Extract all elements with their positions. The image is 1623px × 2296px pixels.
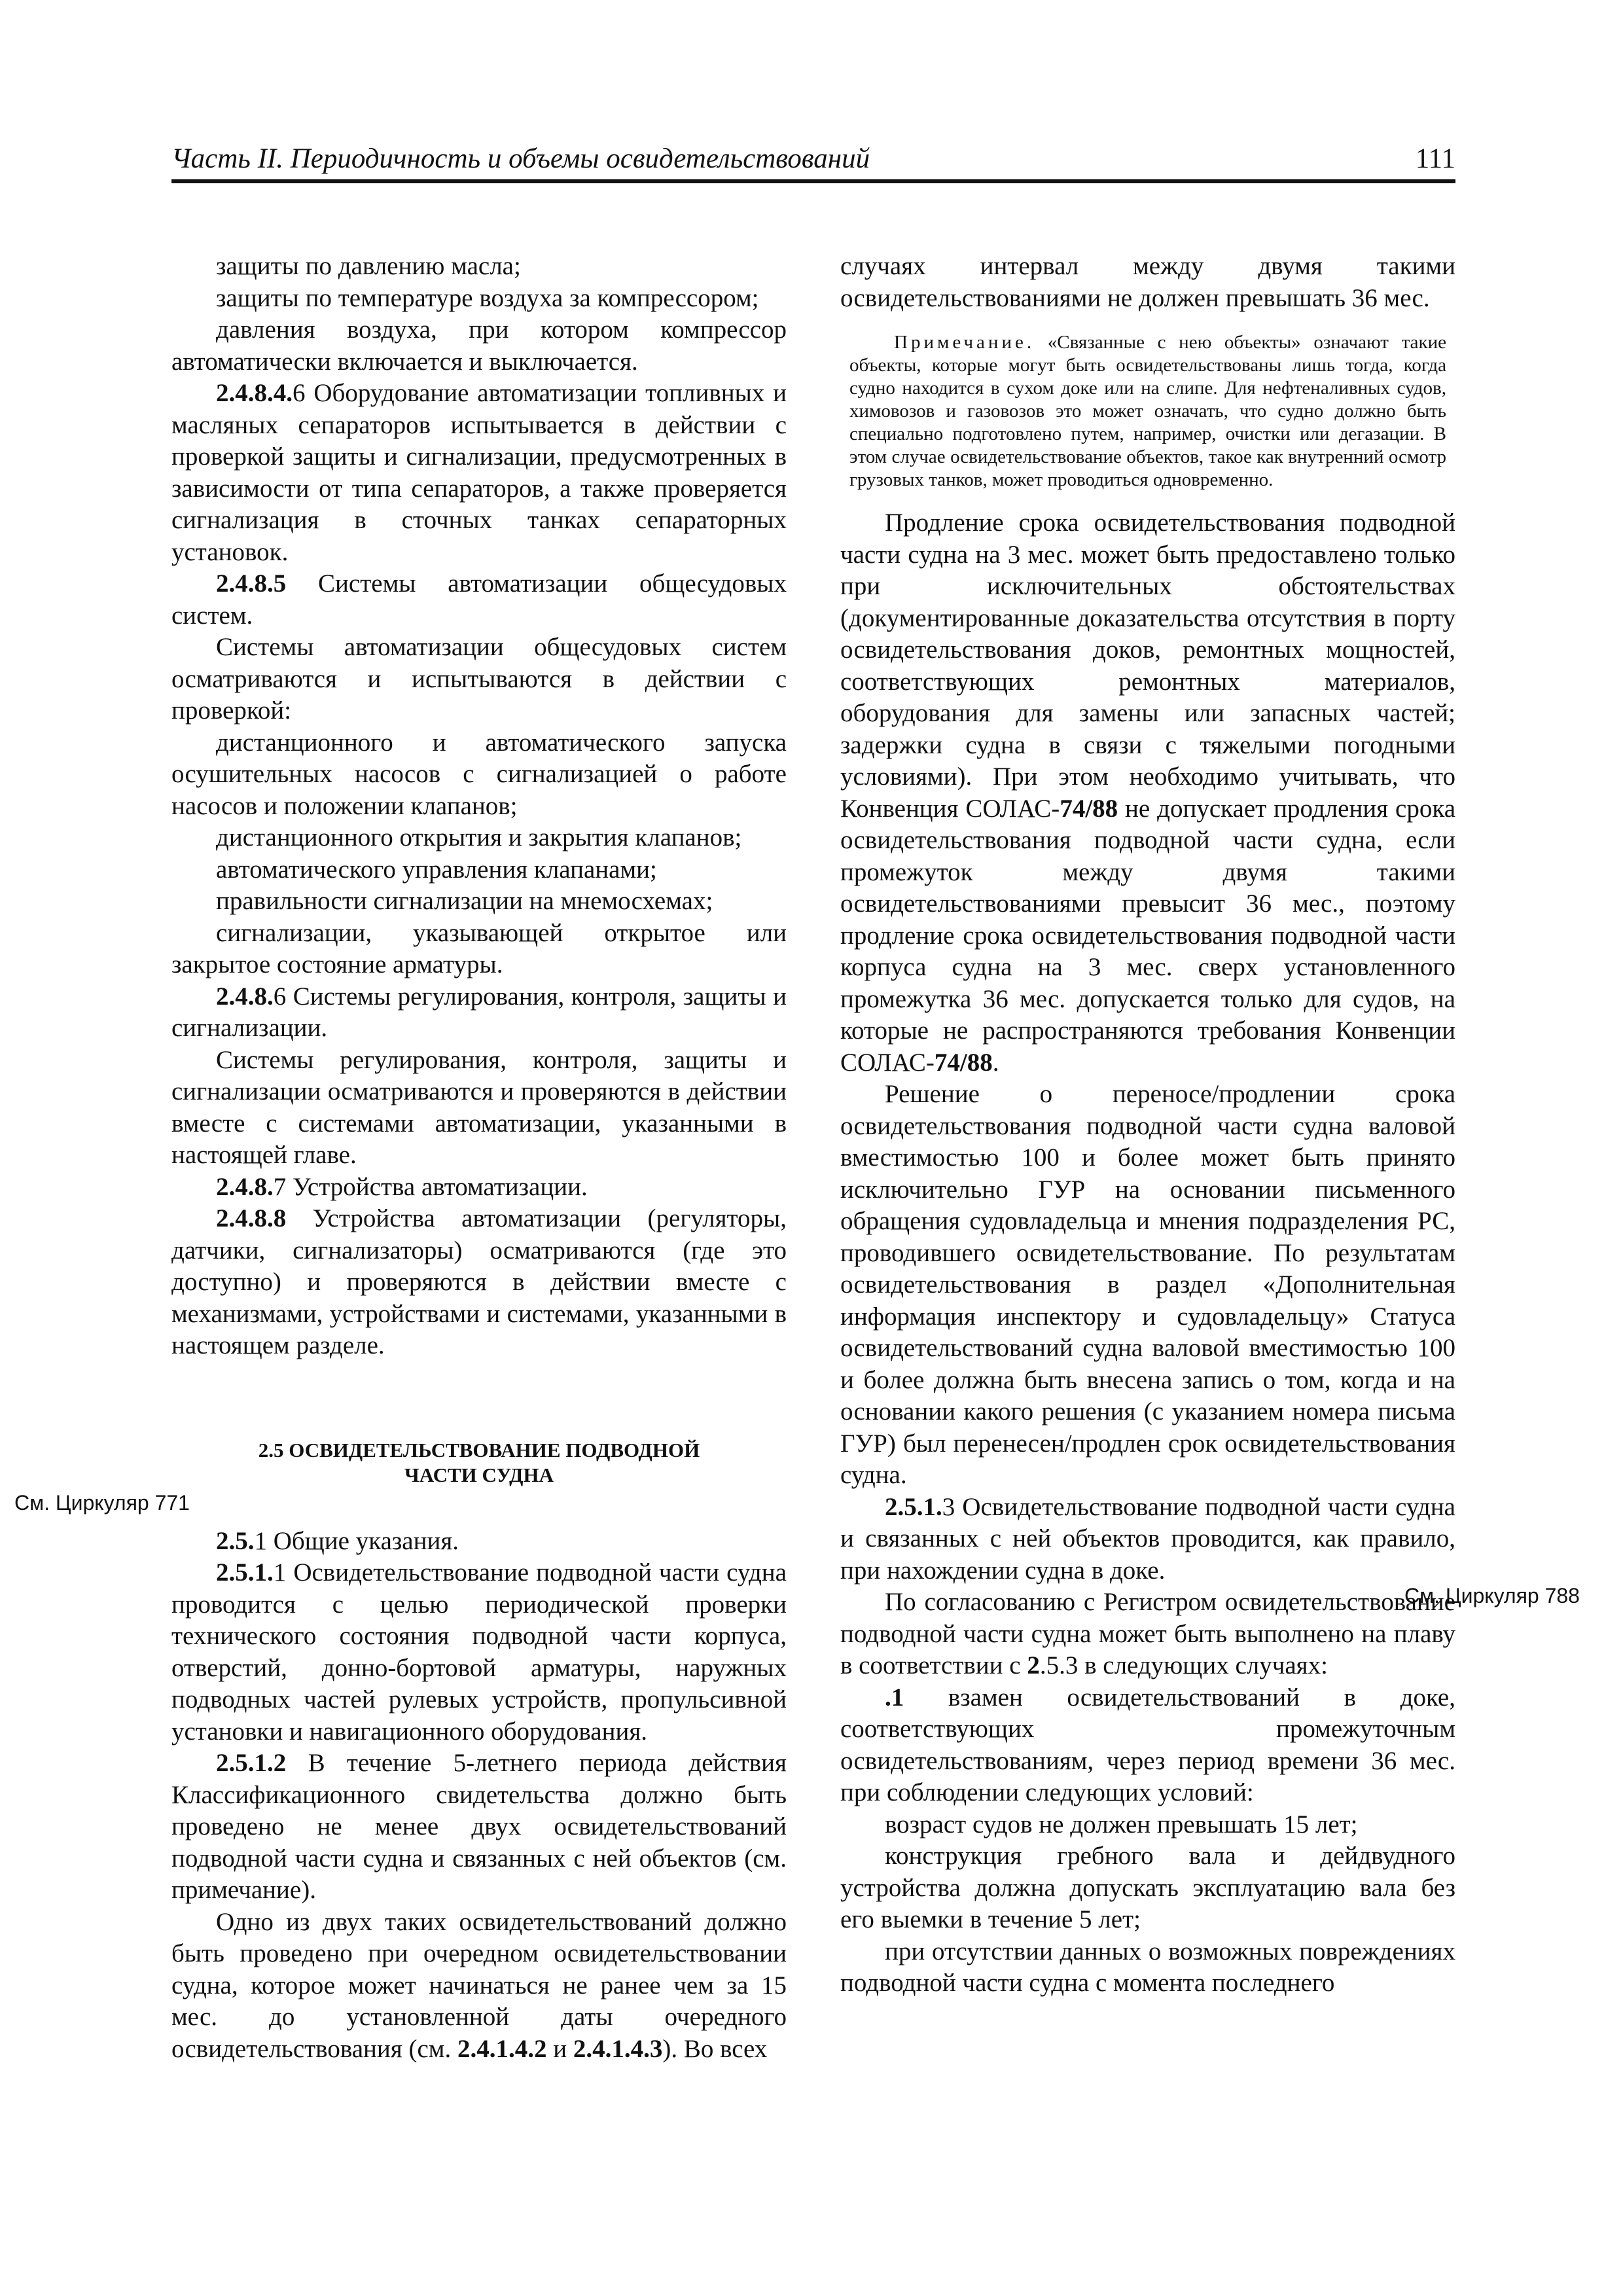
- paragraph: автоматического управления клапанами;: [216, 855, 657, 884]
- paragraph: конструкция гребного вала и дейдвудного устройства должна допускать эксплуатацию вала без его выемки в течение 5 лет;: [840, 1842, 1455, 1933]
- paragraph: [171, 981, 787, 1045]
- clause-number: 2.4.8.: [216, 982, 274, 1011]
- left-column: [171, 251, 787, 2065]
- paragraph: [171, 378, 787, 568]
- paragraph: [840, 1587, 1455, 1682]
- paragraph-text: не допускает продления срока освидетельствования подводной части судна, если промежуток между двумя такими освидетельствованиями превысит 36 мес., поэтому продление срока освидетельствования подводной части корпуса судна на 3 мес. сверх установленного промежутка 36 мес. допускается только для судов, на которые не распространяются требования Конвенции СОЛАС-: [840, 794, 1456, 1077]
- paragraph: дистанционного открытия и закрытия клапанов;: [216, 823, 742, 852]
- paragraph: [171, 1907, 787, 2066]
- paragraph: [171, 568, 787, 632]
- paragraph-text: В течение 5-летнего периода действия Классификационного свидетельства должно быть проведено не менее двух освидетельствований подводной части судна и связанных с ней объектов (см. примечание).: [171, 1749, 787, 1904]
- paragraph: возраст судов не должен превышать 15 лет;: [885, 1810, 1358, 1839]
- note-label: Примечание.: [894, 332, 1035, 353]
- paragraph: [840, 1682, 1455, 1809]
- clause-number-suffix: 7: [273, 1172, 287, 1201]
- right-column: [840, 251, 1455, 2000]
- section-title-line: ЧАСТИ СУДНА: [404, 1463, 554, 1486]
- paragraph-text: взамен освидетельствований в доке, соответствующих промежуточным освидетельствованиям, через период времени 36 мес. при соблюдении следующих условий:: [840, 1683, 1455, 1806]
- paragraph: давления воздуха, при котором компрессор автоматически включается и выключается.: [171, 315, 787, 376]
- paragraph-text: Общие указания.: [267, 1526, 459, 1555]
- paragraph-text: Системы регулирования, контроля, защиты и сигнализации.: [171, 982, 787, 1042]
- paragraph: [171, 1557, 787, 1748]
- paragraph: дистанционного и автоматического запуска осушительных насосов с сигнализацией о работе насосов и положении клапанов;: [171, 728, 787, 820]
- page-number: 111: [1415, 143, 1455, 174]
- paragraph-text: Одно из двух таких освидетельствований должно быть проведено при очередном освидетельствовании судна, которое может начинаться не ранее чем за 15 мес. до установленной даты очередного освидетельствования (см.: [171, 1907, 787, 2063]
- paragraph-text: ). Во всех: [662, 2034, 768, 2063]
- clause-number: 2.5.1.2: [216, 1749, 287, 1777]
- note-text: «Связанные с нею объекты» означают такие объекты, которые могут быть освидетельствованы лишь тогда, когда судно находится в сухом доке или на слипе. Для нефтеналивных судов, химовозов и газовозов это может означать, что судно должно быть специально подготовлено путем, например, очистки или дегазации. В этом случае освидетельствование объектов, такое как внутренний осмотр грузовых танков, может проводиться одновременно.: [849, 332, 1446, 490]
- paragraph: [171, 1748, 787, 1907]
- paragraph: правильности сигнализации на мнемосхемах;: [216, 887, 713, 915]
- paragraph-text: Устройства автоматизации (регуляторы, датчики, сигнализаторы) осматриваются (где это доступно) и проверяются в действии вместе с механизмами, устройствами и системами, указанными в настоящем разделе.: [171, 1204, 787, 1359]
- paragraph-text: Продление срока освидетельствования подводной части судна на 3 мес. может быть предоставлено только при исключительных обстоятельствах (документированные доказательства отсутствия в порту освидетельствования доков, ремонтных мощностей, соответствующих ремонтных материалов, оборудования для замены или запасных частей; задержки судна в связи с тяжелыми погодными условиями). При этом необходимо учитывать, что Конвенция СОЛАС-: [840, 509, 1455, 823]
- paragraph: Решение о переносе/продлении срока освидетельствования подводной части судна валовой вместимостью 100 и более может быть принято исключительно ГУР на основании письменного обращения судовладельца и мнения подразделения РС, проводившего освидетельствование. По результатам освидетельствования в раздел «Дополнительная информация инспектору и судовладельцу» Статуса освидетельствований судна валовой вместимостью 100 и более должна быть внесена запись о том, когда и на основании какого решения (с указанием номера письма ГУР) был перенесен/продлен срок освидетельствования судна.: [840, 1080, 1455, 1489]
- cross-reference: 2: [1027, 1651, 1040, 1679]
- paragraph: защиты по температуре воздуха за компрессором;: [216, 283, 759, 312]
- clause-number: 2.5.1.: [885, 1492, 942, 1521]
- clause-number: 2.5.: [216, 1526, 255, 1555]
- paragraph: [840, 1492, 1455, 1587]
- cross-reference: 2.4.1.4.3: [573, 2034, 663, 2063]
- paragraph-text: Оборудование автоматизации топливных и масляных сепараторов испытывается в действии с проверкой защиты и сигнализации, предусмотренных в зависимости от типа сепараторов, а также проверяется сигнализация в сточных танках сепараторных установок.: [171, 379, 787, 566]
- list-number: .1: [885, 1683, 904, 1712]
- paragraph-text: Устройства автоматизации.: [286, 1172, 588, 1201]
- paragraph: [840, 507, 1455, 1079]
- cross-reference: 74/88: [934, 1048, 993, 1077]
- paragraph: [171, 1526, 787, 1558]
- clause-number-suffix: 6: [273, 982, 287, 1011]
- section-title-line: 2.5 ОСВИДЕТЕЛЬСТВОВАНИЕ ПОДВОДНОЙ: [258, 1438, 700, 1462]
- paragraph-text: и: [546, 2034, 573, 2063]
- cross-reference: 74/88: [1060, 794, 1118, 823]
- paragraph: сигнализации, указывающей открытое или закрытое состояние арматуры.: [171, 918, 787, 978]
- paragraph: [171, 1172, 787, 1204]
- paragraph: Системы регулирования, контроля, защиты и сигнализации осматриваются и проверяются в действии вместе с системами автоматизации, указанными в настоящей главе.: [171, 1045, 787, 1169]
- section-title: [171, 1438, 787, 1488]
- paragraph-text: Освидетельствование подводной части судна и связанных с ней объектов проводится, как правило, при нахождении судна в доке.: [840, 1492, 1455, 1585]
- clause-number-suffix: 1: [254, 1526, 267, 1555]
- clause-number-suffix: 6: [293, 379, 306, 407]
- clause-number: 2.5.1.: [216, 1558, 274, 1587]
- note-block: [840, 314, 1455, 507]
- paragraph-text: Системы автоматизации общесудовых систем.: [171, 569, 787, 630]
- clause-number: 2.4.8.8: [216, 1204, 287, 1232]
- clause-number: 2.4.8.5: [216, 569, 287, 598]
- paragraph: [171, 1203, 787, 1362]
- header-title: Часть II. Периодичность и объемы освидетельствований: [171, 143, 870, 174]
- paragraph: случаях интервал между двумя такими освидетельствованиями не должен превышать 36 мес.: [840, 252, 1455, 312]
- paragraph-text: .: [992, 1048, 999, 1077]
- paragraph: Системы автоматизации общесудовых систем осматриваются и испытываются в действии с проверкой:: [171, 633, 787, 725]
- clause-number: 2.4.8.: [216, 1172, 274, 1201]
- side-note-right: См. Циркуляр 788: [1404, 1584, 1580, 1607]
- paragraph: при отсутствии данных о возможных повреждениях подводной части судна с момента последнего: [840, 1937, 1455, 1997]
- paragraph-text: Освидетельствование подводной части судна проводится с целью периодической проверки технического состояния подводной части корпуса, отверстий, донно-бортовой арматуры, наружных подводных частей рулевых устройств, пропульсивной установки и навигационного оборудования.: [171, 1558, 787, 1746]
- paragraph: защиты по давлению масла;: [216, 252, 521, 280]
- clause-number-suffix: 1: [273, 1558, 287, 1587]
- paragraph-text: По согласованию с Регистром освидетельствование подводной части судна может быть выполнено на плаву в соответствии с: [840, 1588, 1455, 1679]
- note-paragraph: [849, 331, 1446, 492]
- cross-reference: 2.4.1.4.2: [457, 2034, 547, 2063]
- paragraph-text: .5.3 в следующих случаях:: [1039, 1651, 1328, 1679]
- running-header: [171, 139, 1455, 183]
- clause-number-suffix: 3: [942, 1492, 955, 1521]
- side-note-left: См. Циркуляр 771: [14, 1491, 190, 1515]
- clause-number: 2.4.8.4.: [216, 379, 293, 407]
